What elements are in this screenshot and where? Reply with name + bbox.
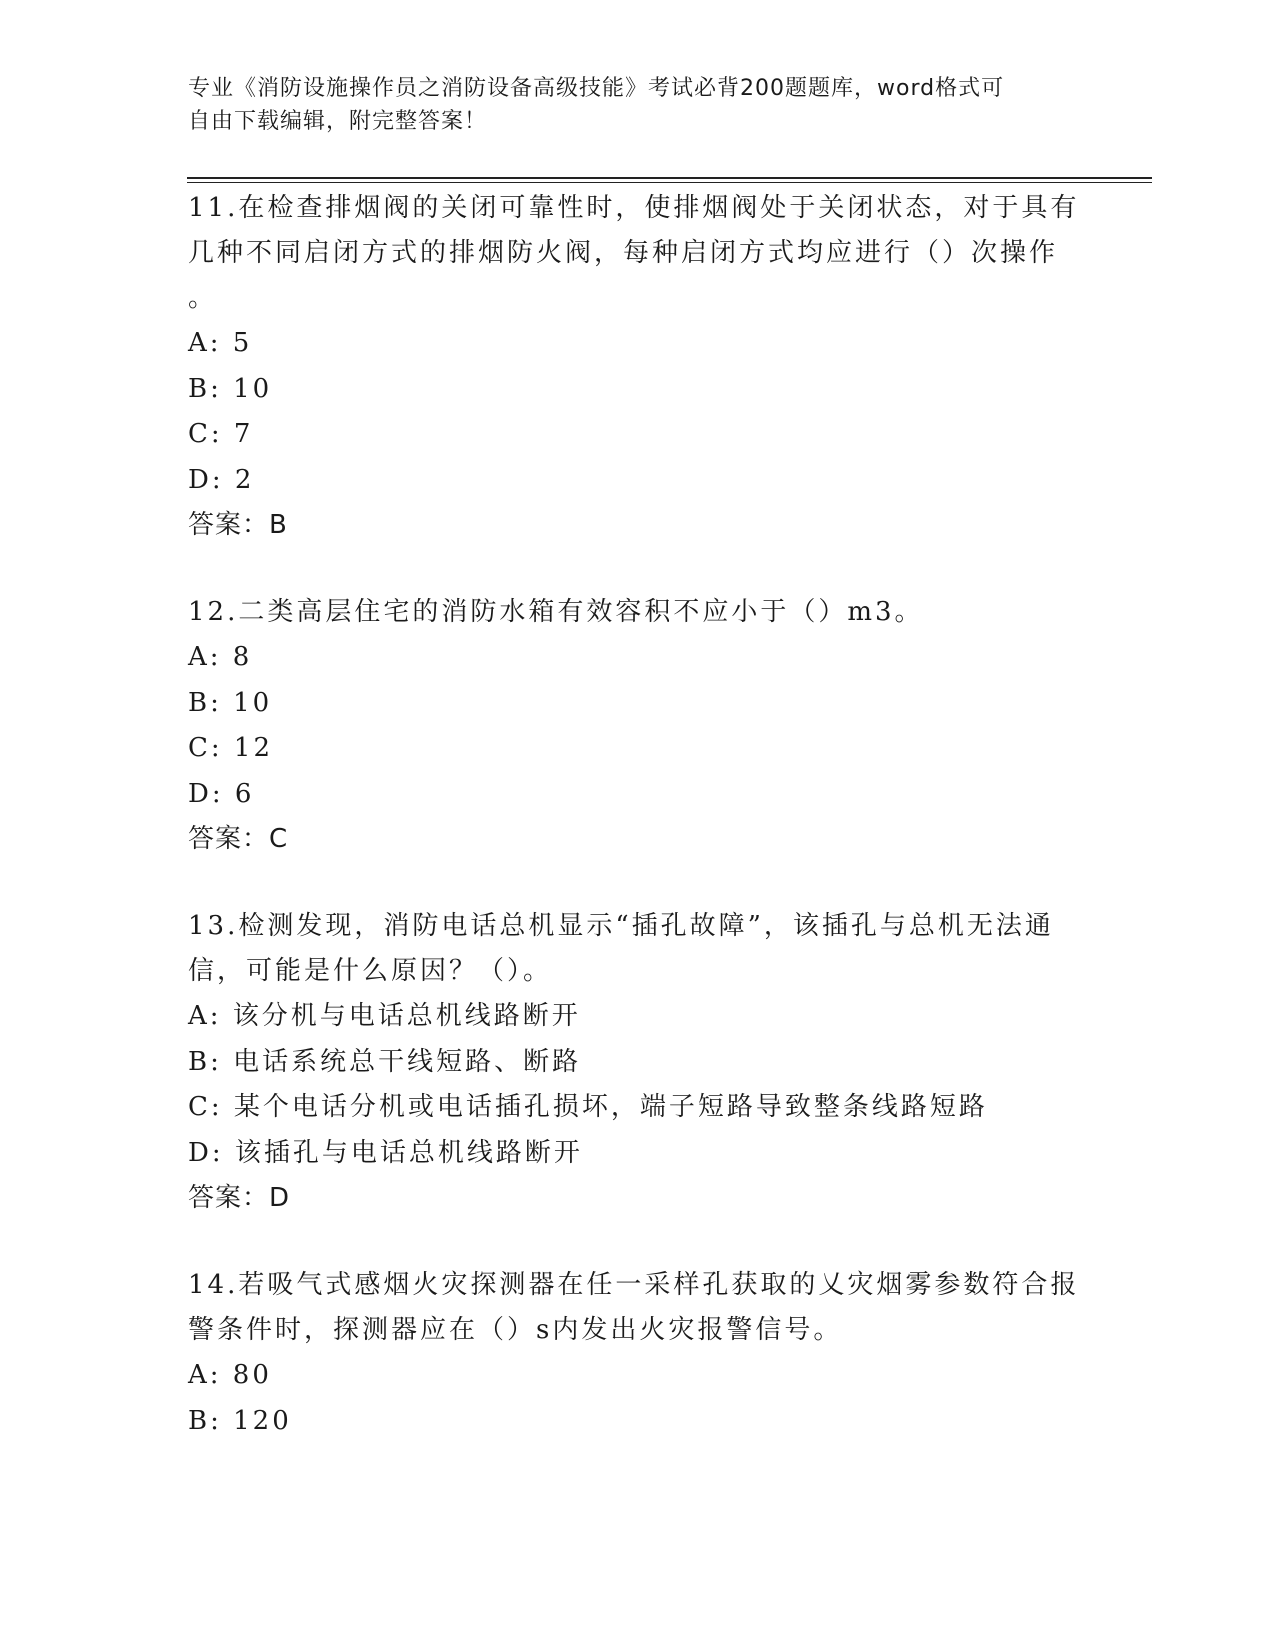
option-d: D: 2 — [188, 464, 255, 495]
question-list — [188, 186, 1088, 1486]
question-12 — [188, 590, 1088, 862]
option-b: B: 10 — [188, 373, 273, 404]
question-stem — [188, 904, 1088, 994]
answer-label: 答案：C — [188, 824, 289, 854]
header-divider-thin — [187, 182, 1152, 183]
question-14 — [188, 1263, 1088, 1444]
answer-label: 答案：D — [188, 1183, 291, 1213]
option-c: C: 某个电话分机或电话插孔损坏，端子短路导致整条线路短路 — [188, 1092, 988, 1122]
stem-line: 14.若吸气式感烟火灾探测器在任一采样孔获取的乂灾烟雾参数符合报 — [188, 1270, 1080, 1300]
question-stem — [188, 590, 1088, 635]
option-d: D: 6 — [188, 778, 255, 809]
answer-label: 答案：B — [188, 510, 288, 540]
option-a: A: 该分机与电话总机线路断开 — [188, 1001, 581, 1031]
option-b: B: 120 — [188, 1405, 292, 1436]
option-c: C: 12 — [188, 733, 274, 763]
option-a: A: 5 — [188, 328, 253, 358]
option-a: A: 80 — [188, 1360, 272, 1390]
stem-line: 信，可能是什么原因？（）。 — [188, 956, 553, 986]
document-header — [188, 72, 1088, 138]
stem-line: 12.二类高层住宅的消防水箱有效容积不应小于（）m3。 — [188, 597, 924, 627]
option-a: A: 8 — [188, 642, 253, 672]
header-line-2: 自由下载编辑，附完整答案！ — [188, 109, 488, 134]
stem-line: 13.检测发现，消防电话总机显示“插孔故障”，该插孔与总机无法通 — [188, 911, 1054, 941]
question-stem — [188, 186, 1088, 321]
question-13 — [188, 904, 1088, 1221]
question-stem — [188, 1263, 1088, 1353]
option-d: D: 该插孔与电话总机线路断开 — [188, 1137, 583, 1168]
option-b: B: 10 — [188, 687, 273, 718]
stem-line: 。 — [188, 283, 218, 313]
stem-line: 警条件时，探测器应在（）s内发出火灾报警信号。 — [188, 1315, 843, 1345]
option-c: C: 7 — [188, 419, 254, 449]
stem-line: 11.在检查排烟阀的关闭可靠性时，使排烟阀处于关闭状态，对于具有 — [188, 193, 1080, 223]
header-line-1: 专业《消防设施操作员之消防设备高级技能》考试必背200题题库，word格式可 — [188, 76, 1005, 101]
question-11 — [188, 186, 1088, 548]
option-b: B: 电话系统总干线短路、断路 — [188, 1046, 582, 1077]
header-divider-thick — [187, 177, 1152, 179]
stem-line: 几种不同启闭方式的排烟防火阀，每种启闭方式均应进行（）次操作 — [188, 238, 1059, 268]
